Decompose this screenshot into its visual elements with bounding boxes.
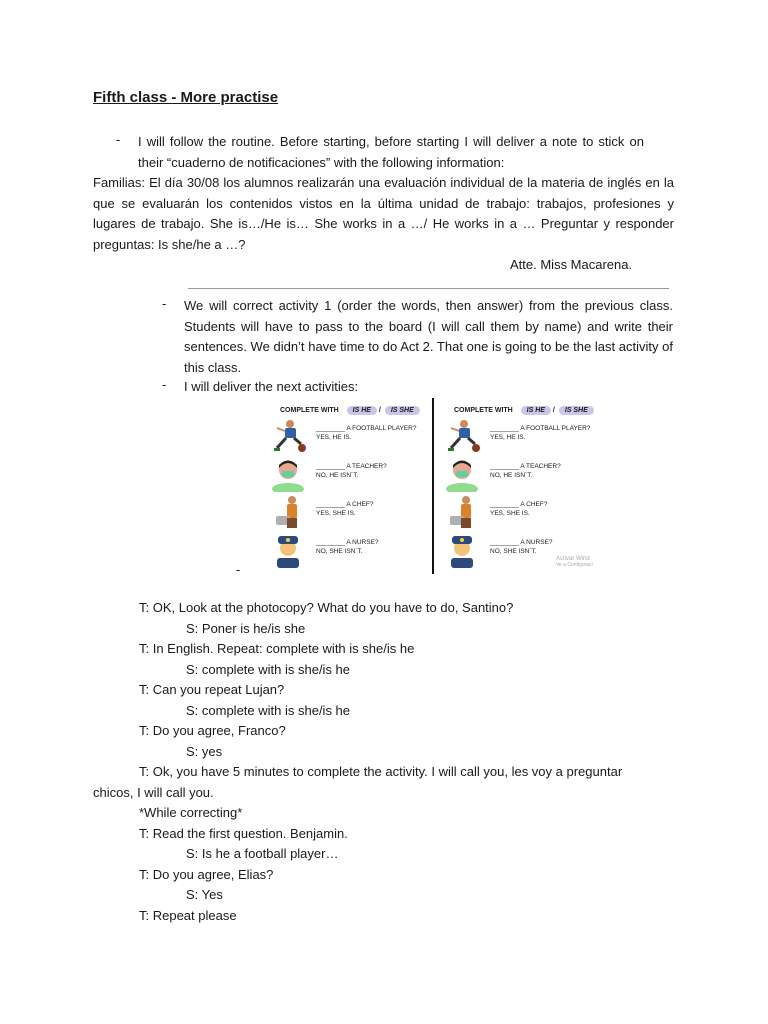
families-note: Familias: El día 30/08 los alumnos realizarán una evaluación individual de la materia de inglés en la que se evaluarán los contenidos vistos en la última unidad de trabajo: trabajos, profesiones y lugares de trabajo. She is…/He is… She works in a …/ He works in a … Preguntar y responder preguntas: Is she/he a …? — [93, 175, 674, 252]
bullet-routine — [116, 132, 646, 173]
worksheet-item — [266, 456, 432, 492]
dialogue-line: T: Can you repeat Lujan? — [139, 682, 285, 697]
stray-dash: - — [236, 562, 241, 577]
option-pill: IS HE — [347, 406, 377, 415]
worksheet-question: ________ A FOOTBALL PLAYER? YES, HE IS. — [316, 425, 417, 441]
bullet-routine-text: I will follow the routine. Before starting, before starting I will deliver a note to stick on their “cuaderno de notificaciones” with the following information: — [138, 134, 644, 170]
worksheet-question: ________ A NURSE? NO, SHE ISN´T. — [316, 539, 379, 555]
bullet-deliver-text: I will deliver the next activities: — [184, 379, 359, 394]
dialogue-line: T: Repeat please — [139, 908, 237, 923]
dialogue-line: T: In English. Repeat: complete with is she/is he — [139, 641, 415, 656]
worksheet-question: ________ A CHEF? YES, SHE IS. — [490, 501, 548, 517]
worksheet-item — [440, 456, 606, 492]
worksheet-copy-right — [436, 398, 606, 574]
worksheet-divider — [432, 398, 434, 574]
worksheet-question: ________ A FOOTBALL PLAYER? YES, HE IS. — [490, 425, 591, 441]
option-pill: IS SHE — [385, 406, 420, 415]
dialogue-line: chicos, I will call you. — [93, 785, 214, 800]
dialogue-line: T: Read the first question. Benjamin. — [139, 826, 348, 841]
worksheet-title: COMPLETE WITH IS HE / IS SHE — [280, 406, 420, 415]
dialogue-line: T: OK, Look at the photocopy? What do you have to do, Santino? — [139, 600, 514, 615]
worksheet-question: ________ A CHEF? YES, SHE IS. — [316, 501, 374, 517]
signature: Atte. Miss Macarena. — [510, 257, 633, 272]
worksheet-question: ________ A NURSE? NO, SHE ISN´T. — [490, 539, 553, 555]
teacher-icon — [442, 456, 482, 492]
dialogue-line: T: Do you agree, Elias? — [139, 867, 274, 882]
bullet-dash: - — [116, 132, 121, 147]
worksheet-question: ________ A TEACHER? NO, HE ISN´T. — [490, 463, 561, 479]
worksheet-question: ________ A TEACHER? NO, HE ISN´T. — [316, 463, 387, 479]
worksheet-item — [266, 532, 432, 568]
worksheet-item — [266, 418, 432, 454]
teacher-icon — [268, 456, 308, 492]
bullet-correct-activity — [162, 296, 674, 378]
dialogue-line: S: Yes — [186, 887, 223, 902]
dialogue-line: S: Is he a football player… — [186, 846, 339, 861]
page-title: Fifth class - More practise — [93, 89, 279, 106]
chef-icon — [268, 494, 308, 530]
bullet-deliver-activities — [162, 377, 674, 397]
bullet-dash: - — [162, 377, 167, 392]
football-player-icon — [268, 418, 308, 454]
option-pill: IS SHE — [559, 406, 594, 415]
dialogue-line: S: Poner is he/is she — [186, 621, 306, 636]
bullet-dash: - — [162, 296, 167, 311]
option-pill: IS HE — [521, 406, 551, 415]
bullet-correct-activity-text: We will correct activity 1 (order the words, then answer) from the previous class. Students will have to pass to the board (I will call them by name) and write their sentences. We didn’t have time to do Act 2. That one is going to be the last activity of this class. — [184, 298, 673, 375]
dialogue-line: S: yes — [186, 744, 223, 759]
worksheet-item — [266, 494, 432, 530]
chef-icon — [442, 494, 482, 530]
football-player-icon — [442, 418, 482, 454]
dialogue-line: *While correcting* — [139, 805, 243, 820]
worksheet-item — [440, 418, 606, 454]
worksheet-title: COMPLETE WITH IS HE / IS SHE — [454, 406, 594, 415]
police-officer-icon — [442, 532, 482, 568]
worksheet-item — [440, 494, 606, 530]
dialogue-line: S: complete with is she/is he — [186, 662, 351, 677]
dialogue-line: T: Do you agree, Franco? — [139, 723, 286, 738]
dialogue-line: S: complete with is she/is he — [186, 703, 351, 718]
dialogue-line: T: Ok, you have 5 minutes to complete the activity. I will call you, les voy a preguntar — [139, 764, 623, 779]
separator-line — [188, 288, 669, 289]
worksheet-copy-left — [262, 398, 432, 574]
worksheet-image — [262, 398, 606, 574]
police-officer-icon — [268, 532, 308, 568]
watermark-text: Activar Wind Ve a Configuraci — [556, 556, 593, 568]
